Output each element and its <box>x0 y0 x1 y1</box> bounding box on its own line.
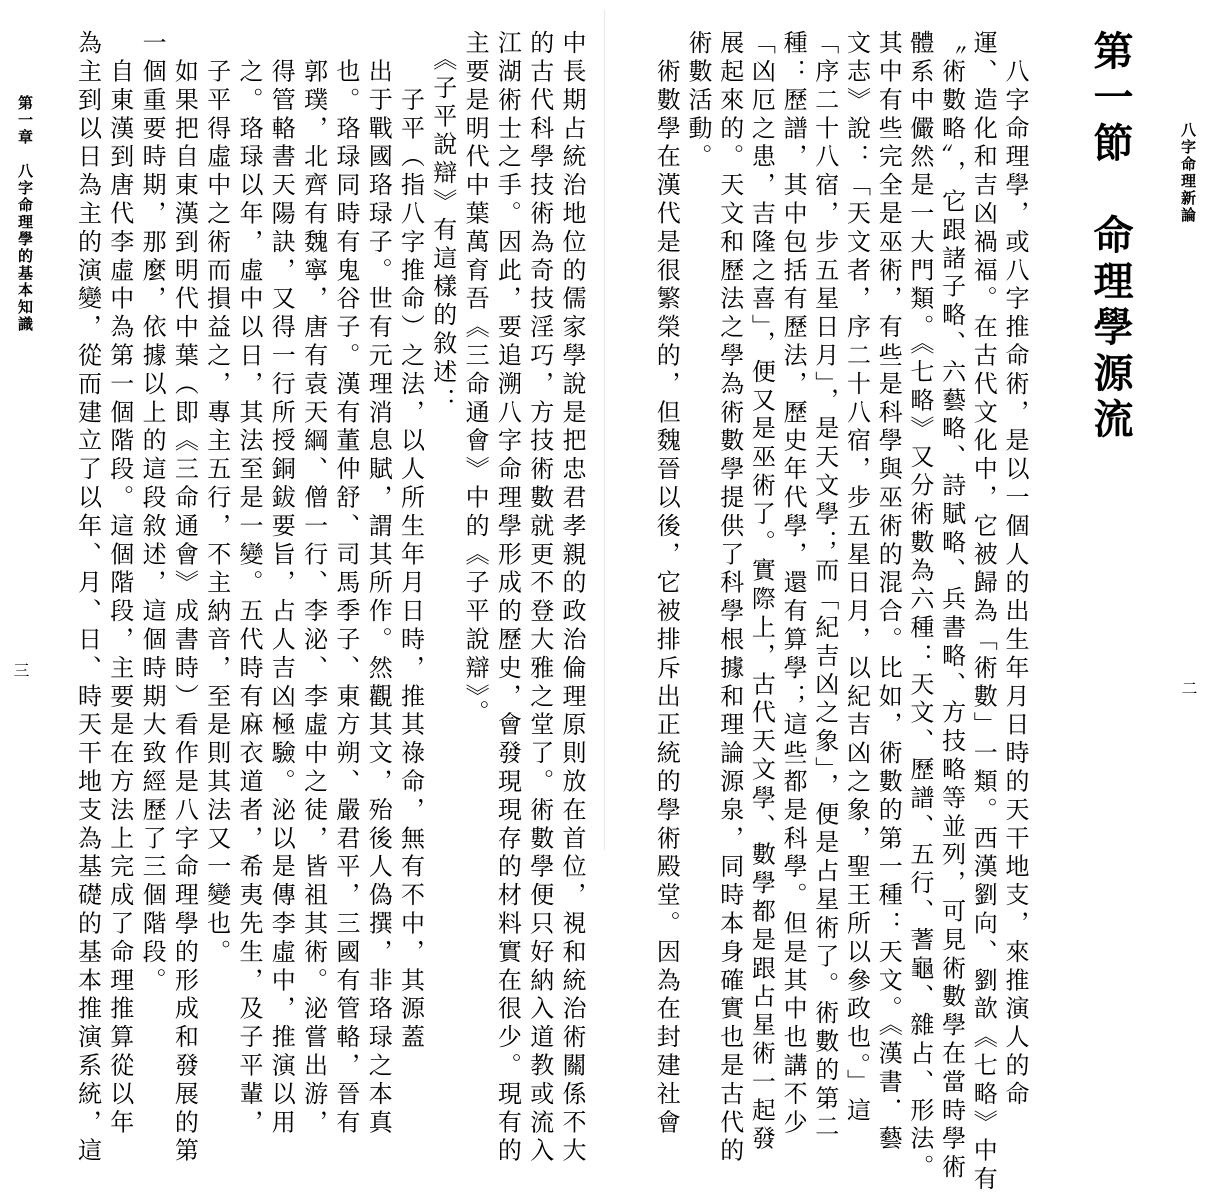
gutter-divider <box>604 10 605 850</box>
running-foot: 第一章 八字命理學的基本知識 <box>16 95 34 333</box>
left-page-text-line: 子平（指八字推命）之法，以人所生年月日時，推其祿命，無有不中，其源蓋 <box>396 30 425 1053</box>
right-page-text-line: 運、造化和吉凶禍福。在古代文化中，它被歸為「術數」一類。西漢劉向、劉歆《七略》中有 <box>969 30 998 1194</box>
left-page-number: 三 <box>11 662 30 678</box>
left-page-text-line: 的古代科學技術為奇技淫巧，方技術數就更不登大雅之堂了。術數學便只好納入道教或流入 <box>525 30 554 1166</box>
right-page-text-line: 文志》說：「天文者，序二十八宿，步五星日月，以紀吉凶之象，聖王所以參政也。」這 <box>842 30 871 1126</box>
right-page-text-line: 展起來的。天文和歷法之學為術數學提供了科學根據和理論源泉，同時本身確實也是古代的 <box>715 30 744 1166</box>
right-page-text-line: 「序二十八宿，步五星日月」，是天文學；而「紀吉凶之象」，便是占星術了。術數的第二 <box>810 30 839 1142</box>
running-head: 八字命理新論 <box>1179 122 1197 224</box>
left-page-text-line: 得管輅書天陽訣，又得一行所授銅鈸要旨，占人吉凶極驗。泌以是傳李虛中，推演以用 <box>267 30 296 1138</box>
left-page-text-line: 也。珞琭同時有鬼谷子。漢有董仲舒、司馬季子、東方朔、嚴君平，三國有管輅，晉有 <box>331 30 360 1138</box>
right-page-text-line: 種：歷譜，其中包括有歷法，歷史年代學，還有算學；這些都是科學。但是其中也講不少 <box>779 30 808 1138</box>
right-page-text-line: 術數學在漢代是很繁榮的，但魏晉以後，它被排斥出正統的學術殿堂。因為在封建社會 <box>652 30 681 1138</box>
left-page-text-line: 自東漢到唐代李虛中為第一個階段。這個階段，主要是在方法上完成了命理推算從以年 <box>105 30 134 1138</box>
left-page-text-line: 子平得虛中之術而損益之，專主五行，不主納音，至是則其法又一變也。 <box>202 30 231 968</box>
left-page-text-line: 為主到以日為主的演變，從而建立了以年、月、日、時天干地支為基礎的基本推演系統，這 <box>73 30 102 1166</box>
right-page-text-line: 八字命理學，或八字推命術，是以一個人的出生年月日時的天干地支，來推演人的命 <box>1001 30 1029 1110</box>
left-page-text-line: 中長期占統治地位的儒家學說是把忠君孝親的政治倫理原則放在首位，視和統治術關係不大 <box>558 30 586 1166</box>
right-page-text-line: 體系中儼然是一大門類。《七略》又分術數為六種：天文、歷譜、五行、蓍龜、雜占、形法。 <box>905 30 934 1183</box>
left-page-text-line: 江湖術士之手。因此，要追溯八字命理學形成的歷史，會發現現存的材料實在很少。現有的 <box>493 30 522 1166</box>
left-page-text-line: 《子平說辯》有這樣的敘述： <box>428 30 457 416</box>
right-page-text-line: 「凶厄之患，吉隆之喜」，便又是巫術了。實際上，古代天文學、數學都是跟占星術一起發 <box>747 30 776 1154</box>
left-page-text-line: 如果把自東漢到明代中葉（即《三命通會》成書時）看作是八字命理學的形成和發展的第 <box>170 30 199 1166</box>
right-page-text-line: 術數活動。 <box>684 30 712 172</box>
left-page-text-line: 出于戰國珞琭子。世有元理消息賦，謂其所作。然觀其文，殆後人偽撰，非珞琭之本真 <box>364 30 393 1138</box>
right-page-text-line: 〝術數略〞，它跟諸子略、六藝略、詩賦略、兵書略、方技略等並列，可見術數學在當時學術 <box>937 30 966 1183</box>
left-page-text-line: 郭璞，北齊有魏寧，唐有袁天綱、僧一行、李泌、李虛中之徒，皆祖其術。泌嘗出游， <box>299 30 328 1138</box>
left-page-text-line: 主要是明代中葉萬育吾《三命通會》中的《子平說辯》。 <box>461 30 490 728</box>
right-page-number: 二 <box>1179 680 1198 696</box>
right-page-text-line: 其中有些完全是巫術，有些是科學與巫術的混合。比如，術數的第一種：天文。《漢書．藝 <box>874 30 903 1154</box>
section-title: 第一節 命理學源流 <box>1087 30 1133 444</box>
left-page-text-line: 之。珞琭以年，虛中以日，其法至是一變。五代時有麻衣道者，希夷先生，及子平輩， <box>235 30 263 1138</box>
left-page-text-line: 一個重要時期，那麼，依據以上的這段敘述，這個時期大致經歷了三個階段。 <box>138 30 167 996</box>
